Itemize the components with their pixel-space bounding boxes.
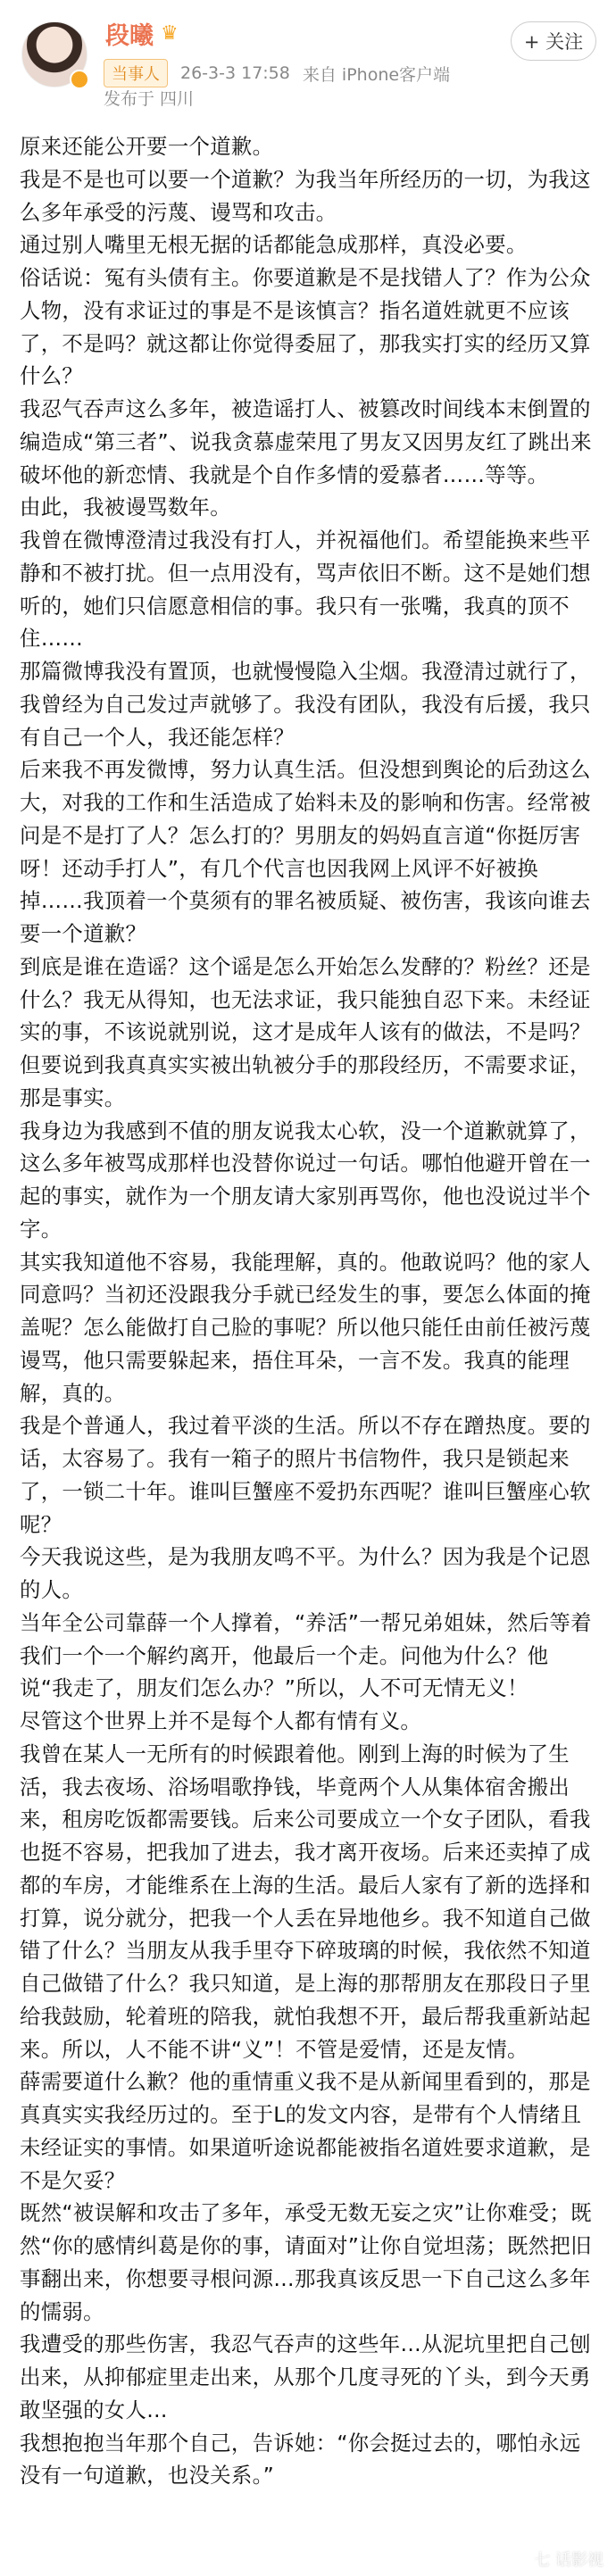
- paragraph: 今天我说这些，是为我朋友鸣不平。为什么？因为我是个记恩的人。: [20, 1544, 591, 1602]
- paragraph: 薛需要道什么歉？他的重情重义我不是从新闻里看到的，那是真真实实我经历过的。至于L的发文内容，是带有个人情绪且未经证实的事情。如果道听途说都能被指名道姓要求道歉，是不是欠妥？: [20, 2069, 591, 2193]
- paragraph: 我忍气吞声这么多年，被造谣打人、被篡改时间线本末倒置的编造成“第三者”、说我贪慕虚荣甩了男友又因男友红了跳出来破坏他的新恋情、我就是个自作多情的爱慕者……等等。: [20, 396, 592, 487]
- post-content: [20, 130, 598, 2492]
- paragraph: 我想抱抱当年那个自己，告诉她：“你会挺过去的，哪怕永远没有一句道歉，也没关系。”: [20, 2430, 581, 2489]
- paragraph: 原来还能公开要一个道歉。: [20, 134, 274, 159]
- paragraph: 后来我不再发微博，努力认真生活。但没想到舆论的后劲这么大，对我的工作和生活造成了始料未及的影响和伤害。经常被问是不是打了人？怎么打的？男朋友的妈妈直言道“你挺厉害呀！还动手打人”，有几个代言也因我网上风评不好被换掉……我顶着一个莫须有的罪名被质疑、被伤害，我该向谁去要一个道歉？: [20, 757, 591, 946]
- name-row: [105, 16, 179, 51]
- paragraph: 尽管这个世界上并不是每个人都有情有义。: [20, 1708, 422, 1733]
- paragraph: 既然“被误解和攻击了多年，承受无数无妄之灾”让你难受；既然“你的感情纠葛是你的事，请面对”让你自觉坦荡；既然把旧事翻出来，你想要寻根问源…那我真该反思一下自己这么多年的懦弱。: [20, 2200, 592, 2324]
- paragraph: 我曾在某人一无所有的时候跟着他。刚到上海的时候为了生活，我去夜场、浴场唱歌挣钱，毕竟两个人从集体宿舍搬出来，租房吃饭都需要钱。后来公司要成立一个女子团队，看我也挺不容易，把我加了进去，我才离开夜场。后来还卖掉了成都的车房，才能维系在上海的生活。最后人家有了新的选择和打算，说分就分，把我一个人丢在异地他乡。我不知道自己做错了什么？当朋友从我手里夺下碎玻璃的时候，我依然不知道自己做错了什么？我只知道，是上海的那帮朋友在那段日子里给我鼓励，轮着班的陪我，就怕我想不开，最后帮我重新站起来。所以，人不能不讲“义”！不管是爱情，还是友情。: [20, 1741, 591, 2062]
- paragraph: 俗话说：冤有头债有主。你要道歉是不是找错人了？作为公众人物，没有求证过的事是不是该慎言？指名道姓就更不应该了，不是吗？就这都让你觉得委屈了，那我实打实的经历又算什么？: [20, 265, 591, 389]
- paragraph: 我曾在微博澄清过我没有打人，并祝福他们。希望能换来些平静和不被打扰。但一点用没有，骂声依旧不断。这不是她们想听的，她们只信愿意相信的事。我只有一张嘴，我真的顶不住……: [20, 528, 591, 652]
- location: 发布于 四川: [104, 89, 195, 109]
- verified-badge-icon: [70, 70, 89, 89]
- follow-button[interactable]: + 关注: [511, 21, 596, 61]
- watermark: 七 话影视: [534, 2551, 604, 2570]
- paragraph: 其实我知道他不容易，我能理解，真的。他敢说吗？他的家人同意吗？当初还没跟我分手就已经发生的事，要怎么体面的掩盖呢？怎么能做打自己脸的事呢？所以他只能任由前任被污蔑谩骂，他只需要躲起来，捂住耳朵，一言不发。我真的能理解，真的。: [20, 1249, 591, 1406]
- username[interactable]: 段曦: [105, 22, 154, 50]
- paragraph: 我是不是也可以要一个道歉？为我当年所经历的一切，为我这么多年承受的污蔑、谩骂和攻击。: [20, 166, 591, 225]
- crown-icon: ♛: [161, 22, 179, 45]
- paragraph: 通过别人嘴里无根无据的话都能急成那样，真没必要。: [20, 232, 528, 258]
- paragraph: 我是个普通人，我过着平淡的生活。所以不存在蹭热度。要的话，太容易了。我有一箱子的照片书信物件，我只是锁起来了，一锁二十年。谁叫巨蟹座不爱扔东西呢？谁叫巨蟹座心软呢？: [20, 1413, 591, 1537]
- paragraph: 到底是谁在造谣？这个谣是怎么开始怎么发酵的？粉丝？还是什么？我无从得知，也无法求证，我只能独自忍下来。未经证实的事，不该说就别说，这才是成年人该有的做法，不是吗？但要说到我真真实实被出轨被分手的那段经历，不需要求证，那是事实。: [20, 953, 591, 1110]
- role-tag: 当事人: [104, 59, 168, 87]
- paragraph: 当年全公司靠薛一个人撑着，“养活”一帮兄弟姐妹，然后等着我们一个一个解约离开，他最后一个走。问他为什么？他说“我走了，朋友们怎么办？”所以，人不可无情无义！: [20, 1609, 592, 1701]
- paragraph: 那篇微博我没有置顶，也就慢慢隐入尘烟。我澄清过就行了，我曾经为自己发过声就够了。我没有团队，我没有后援，我只有自己一个人，我还能怎样？: [20, 659, 591, 750]
- post-header: [0, 0, 616, 107]
- paragraph: 我身边为我感到不值的朋友说我太心软，没一个道歉就算了，这么多年被骂成那样也没替你说过一句话。哪怕他避开曾在一起的事实，就作为一个朋友请大家别再骂你，他也没说过半个字。: [20, 1118, 591, 1242]
- paragraph: 由此，我被谩骂数年。: [20, 494, 231, 520]
- source: 来自 iPhone客户端: [302, 64, 451, 85]
- paragraph: 我遭受的那些伤害，我忍气吞声的这些年…从泥坑里把自己刨出来，从抑郁症里走出来，从那个几度寻死的丫头，到今天勇敢坚强的女人…: [20, 2331, 591, 2422]
- meta-row: [104, 59, 450, 87]
- timestamp: 26-3-3 17:58: [180, 63, 290, 83]
